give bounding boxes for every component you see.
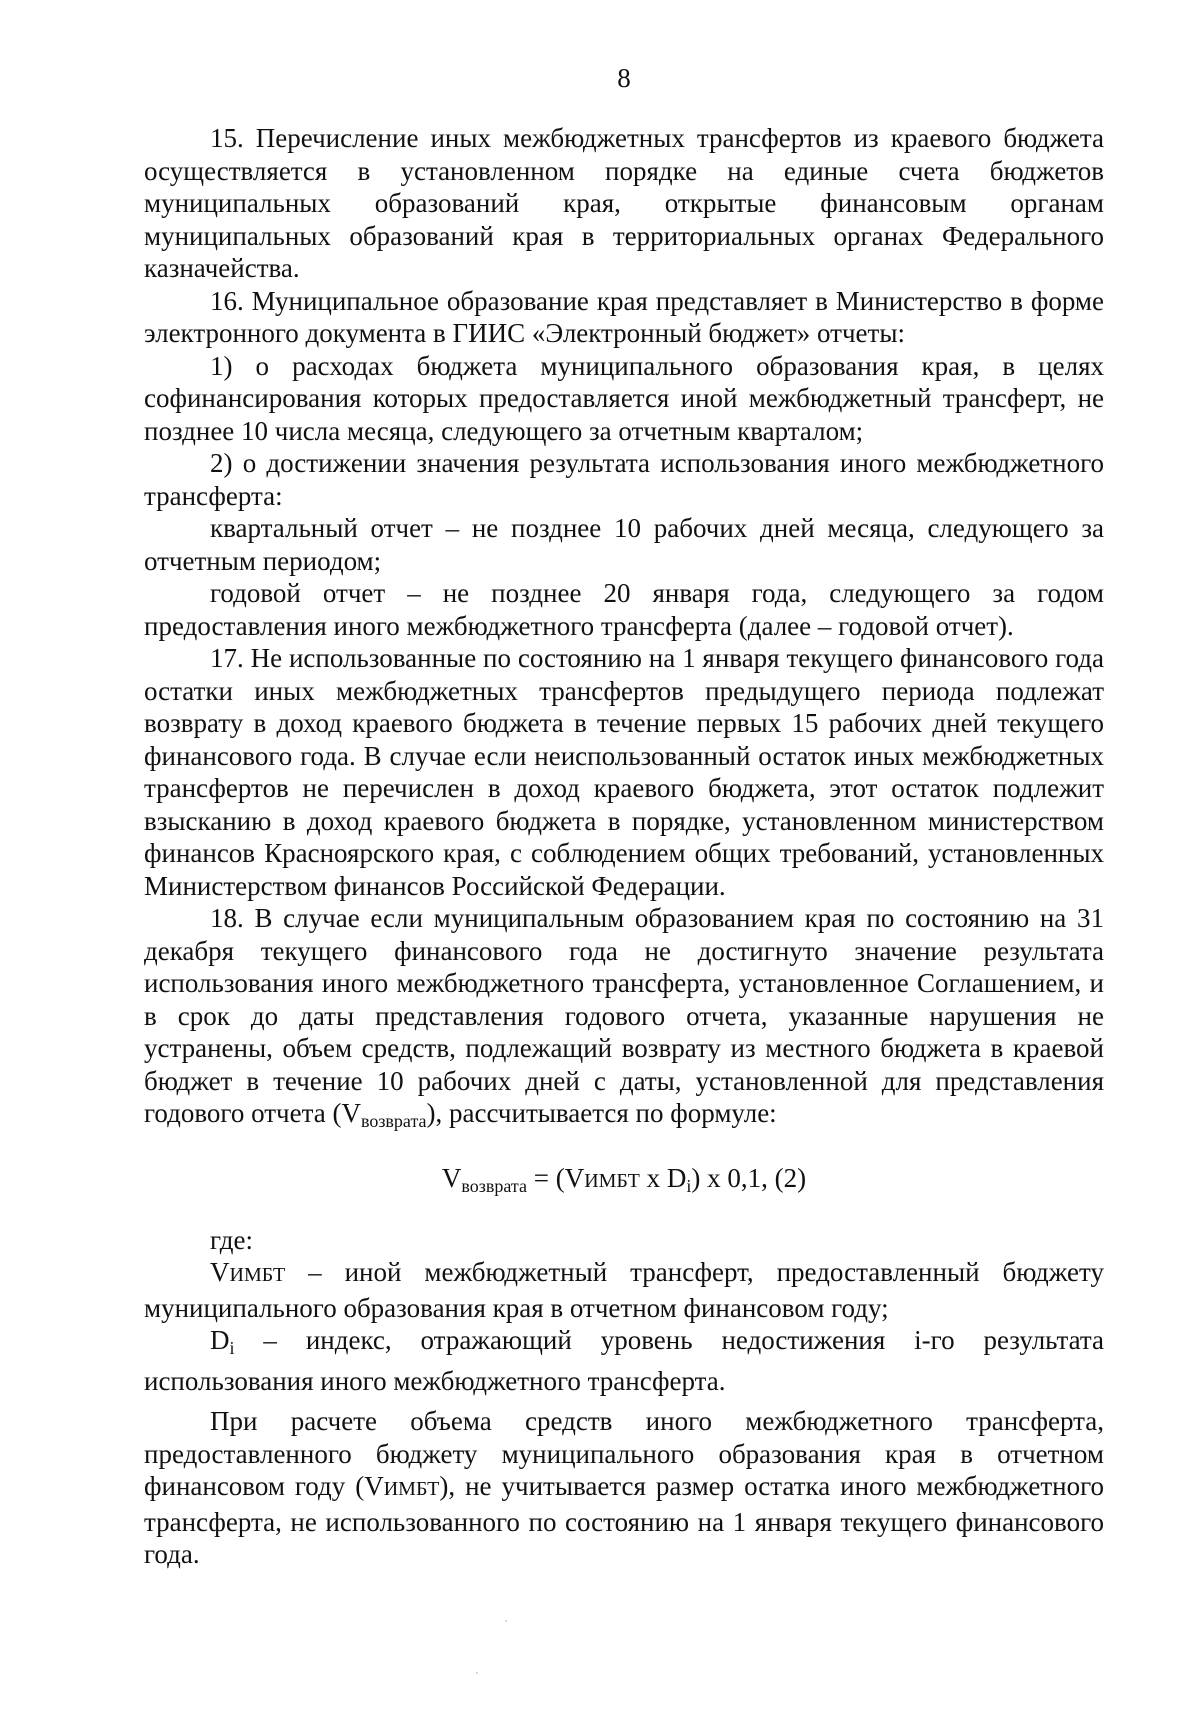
def-vimbt-text: – иной межбюджетный трансферт, предоставленный бюджету муниципального образования края в отчетном финансовом году;: [144, 1257, 1104, 1323]
definition-vimbt: [144, 1256, 1104, 1324]
def-di-text: – индекс, отражающий уровень недостижения i-го результата использования иного межбюджетного трансферта.: [144, 1325, 1104, 1396]
paragraph-16-quarterly: квартальный отчет – не позднее 10 рабочих дней месяца, следующего за отчетным периодом;: [144, 513, 1104, 576]
final-imbt: ИМБТ: [383, 1478, 440, 1500]
formula-subscript-vozvrata: возврата: [461, 1175, 527, 1196]
formula-v-imbt: V: [564, 1162, 585, 1193]
formula-v: V: [441, 1162, 462, 1193]
def-subscript-i: i: [229, 1338, 235, 1358]
paragraph-16-item-1: 1) о расходах бюджета муниципального образования края, в целях софинансирования которых предоставляется иной межбюджетный трансферт, не позднее 10 числа месяца, следующего за отчетным кварталом;: [144, 350, 1104, 446]
formula-tail: ) x 0,1, (2): [691, 1162, 807, 1193]
final-text: При расчете объема средств иного межбюджетного трансферта, предоставленного бюджету муниципального образования края в отчетном финансовом году (: [144, 1406, 1104, 1501]
def-v: V: [210, 1257, 230, 1287]
paragraph-final: [144, 1405, 1104, 1571]
subscript-vozvrata: возврата: [360, 1111, 427, 1131]
formula-d: D: [666, 1162, 687, 1193]
def-imbt: ИМБТ: [229, 1264, 286, 1286]
paragraph-17: 17. Не использованные по состоянию на 1 января текущего финансового года остатки иных межбюджетных трансфертов предыдущего периода подлежат возврату в доход краевого бюджета в течение первых 15 рабочих дней текущего финансового года. В случае если неиспользованный остаток иных межбюджетных трансфертов не перечислен в доход краевого бюджета, этот остаток подлежит взысканию в доход краевого бюджета в порядке, установленном министерством финансов Красноярского края, с соблюдением общих требований, установленных Министерством финансов Российской Федерации.: [144, 643, 1104, 901]
page-number: 8: [617, 63, 631, 93]
formula-imbt: ИМБТ: [584, 1169, 640, 1192]
formula-mult: x: [639, 1162, 667, 1193]
definition-di: [144, 1324, 1104, 1397]
paragraph-18-text: 18. В случае если муниципальным образованием края по состоянию на 31 декабря текущего финансового года не достигнуто значение результата использования иного межбюджетного трансферта, установленное Соглашением, и в срок до даты представления годового отчета, указанные нарушения не устранены, объем средств, подлежащий возврату из местного бюджета в краевой бюджет в течение 10 рабочих дней с даты, установленной для представления годового отчета (: [144, 903, 1104, 1128]
formula-equals: = (: [526, 1162, 565, 1193]
where-label: где:: [210, 1224, 253, 1255]
formula-subscript-i: i: [686, 1175, 692, 1196]
formula-2: [144, 1158, 1104, 1206]
paragraph-15: 15. Перечисление иных межбюджетных трансфертов из краевого бюджета осуществляется в установленном порядке на единые счета бюджетов муниципальных образований края, открытые финансовым органам муниципальных образований края в территориальных органах Федерального казначейства.: [144, 123, 1104, 283]
paragraph-16: 16. Муниципальное образование края представляет в Министерство в форме электронного документа в ГИИС «Электронный бюджет» отчеты:: [144, 285, 1104, 348]
paragraph-16-annual: годовой отчет – не позднее 20 января года, следующего за годом предоставления иного межбюджетного трансферта (далее – годовой отчет).: [144, 578, 1104, 641]
paragraph-16-item-2: 2) о достижении значения результата использования иного межбюджетного трансферта:: [144, 448, 1104, 511]
scan-speck: [476, 1672, 478, 1674]
scan-speck: [505, 1620, 507, 1622]
paragraph-18-end: ), рассчитывается по формуле:: [426, 1098, 777, 1128]
paragraph-18: [144, 902, 1104, 1138]
final-v: V: [364, 1471, 384, 1501]
symbol-v: V: [341, 1098, 361, 1128]
def-d: D: [210, 1325, 230, 1355]
final-end: ), не учитывается размер остатка иного межбюджетного трансферта, не использованного по состоянию на 1 января текущего финансового года.: [144, 1471, 1104, 1569]
